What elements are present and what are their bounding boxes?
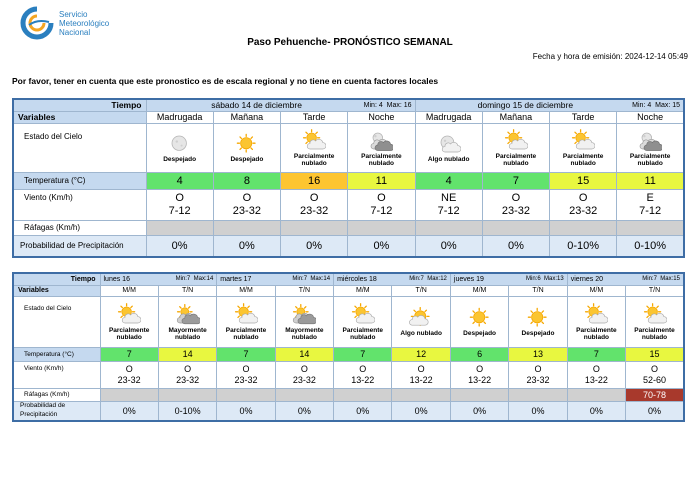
wind-cell [348,189,415,220]
wind-cell [550,189,617,220]
row-label-prob: Probabilidad de Precipitación [13,235,146,257]
tiempo-label: Tiempo [13,273,100,285]
gust-cell [617,220,684,235]
wind-speed: 23-32 [117,374,141,385]
wind-cell [617,189,684,220]
sun-small-cloud-icon [409,306,433,330]
wind-direction: O [534,363,542,374]
sky-cell [482,123,549,172]
logo [20,6,109,40]
sky-description: Parcialmente nublado [629,152,671,167]
sky-description: Despejado [230,156,264,163]
day-min: Min:6 [525,276,541,283]
temperature-cell: 7 [482,172,549,189]
wind-speed: 13-22 [351,374,375,385]
wind-cell [275,361,333,388]
moon-cloud-dark-icon [638,129,662,153]
temperature-cell: 12 [392,347,450,361]
sun-cloud-icon [584,303,608,327]
period-name: M/M [100,285,158,296]
wind-direction: O [417,363,425,374]
sun-cloud-icon [117,303,141,327]
gust-cell [450,388,508,401]
day-max: Max: 15 [655,101,681,109]
sun-cloud-dark-icon [292,303,316,327]
gust-cell [146,220,213,235]
row-label-viento: Viento (Km/h) [13,361,100,388]
row-label-viento: Viento (Km/h) [13,189,146,220]
wind-direction: O [359,363,367,374]
gust-cell [281,220,348,235]
precip-cell: 0% [100,401,158,421]
day-name: lunes 16 [103,275,130,283]
period-name: Madrugada [146,111,213,123]
wind-cell [509,361,567,388]
sky-cell [392,296,450,347]
sun-cloud-dark-icon [176,303,200,327]
sky-cell [334,296,392,347]
sky-cell [550,123,617,172]
period-name: T/N [275,285,333,296]
temperature-cell: 7 [334,347,392,361]
sky-description: Parcialmente nublado [293,152,335,167]
smn-logo-icon [20,6,54,40]
precip-cell: 0% [626,401,684,421]
day-name: jueves 19 [453,275,484,283]
sun-icon [468,306,492,330]
day-header [217,273,334,285]
precip-cell: 0% [482,235,549,257]
temperature-cell: 6 [450,347,508,361]
period-name: Mañana [482,111,549,123]
gust-cell [348,220,415,235]
temperature-cell: 11 [348,172,415,189]
period-name: T/N [509,285,567,296]
temperature-cell: 14 [275,347,333,361]
wind-direction: O [242,191,252,204]
sun-icon [235,132,259,156]
day-min: Min:7 [175,276,191,283]
wind-direction: O [309,191,319,204]
period-name: Noche [348,111,415,123]
temperature-cell: 11 [617,172,684,189]
sky-description: Parcialmente nublado [634,326,675,341]
temperature-cell: 4 [146,172,213,189]
wind-cell [450,361,508,388]
day-min: Min:7 [642,276,657,283]
precip-cell: 0% [348,235,415,257]
forecast-table-weekly [12,272,685,422]
wind-direction: O [377,191,386,204]
wind-direction: O [651,363,659,374]
sky-cell [617,123,684,172]
day-max: Max:14 [310,276,331,283]
org-name-line2: Meteorológico [59,18,110,28]
wind-cell [392,361,450,388]
variables-label: Variables [13,285,100,296]
sky-description: Algo nublado [400,330,442,337]
wind-cell [415,189,482,220]
period-name: T/N [158,285,216,296]
wind-speed: 23-32 [232,204,261,217]
sky-description: Parcialmente nublado [108,326,150,341]
sky-cell [275,296,333,347]
row-label-rafagas: Ráfagas (Km/h) [13,388,100,401]
wind-direction: O [175,191,184,204]
wind-speed: 23-32 [176,374,200,385]
wind-speed: 23-32 [501,204,530,217]
sky-cell [213,123,280,172]
precip-cell: 0-10% [617,235,684,257]
row-label-temp: Temperatura (°C) [13,172,146,189]
temperature-cell: 7 [567,347,625,361]
gust-cell [392,388,450,401]
day-header [450,273,567,285]
temperature-cell: 13 [509,347,567,361]
sky-description: Mayormente nublado [168,326,207,341]
wind-speed: 7-12 [370,204,393,217]
sun-cloud-icon [504,129,528,153]
period-name: T/N [392,285,450,296]
period-name: Mañana [213,111,280,123]
day-name: sábado 14 de diciembre [211,100,302,111]
sun-cloud-icon [571,129,595,153]
wind-cell [146,189,213,220]
sun-cloud-icon [643,303,667,327]
period-name: Tarde [550,111,617,123]
sky-description: Parcialmente nublado [225,326,267,341]
wind-direction: E [646,191,654,204]
sky-cell [415,123,482,172]
temperature-cell: 8 [213,172,280,189]
wind-speed: 7-12 [639,204,662,217]
day-header [146,99,415,111]
sky-cell [146,123,213,172]
sun-cloud-icon [234,303,258,327]
org-name-line3: Nacional [59,27,91,37]
row-label-prob: Probabilidad de Precipitación [13,401,100,421]
precip-cell: 0% [146,235,213,257]
wind-speed: 13-22 [409,374,433,385]
moon-clear-icon [168,132,192,156]
day-max: Max:15 [660,276,680,283]
precip-cell: 0-10% [550,235,617,257]
wind-cell [281,189,348,220]
gust-cell [275,388,333,401]
gust-cell [100,388,158,401]
period-name: T/N [626,285,684,296]
wind-cell [567,361,625,388]
sun-cloud-icon [302,129,326,153]
tiempo-label: Tiempo [13,99,146,111]
wind-cell [158,361,216,388]
wind-cell [334,361,392,388]
sky-cell [100,296,158,347]
precip-cell: 0% [509,401,567,421]
precip-cell: 0% [334,401,392,421]
day-min: Min: 4 [363,101,383,109]
sky-description: Parcialmente nublado [576,326,617,341]
row-label-rafagas: Ráfagas (Km/h) [13,220,146,235]
regional-notice: Por favor, tener en cuenta que este pronostico es de escala regional y no tiene en cuenta factores locales [12,76,439,86]
precip-cell: 0% [281,235,348,257]
day-name: miércoles 18 [337,275,377,283]
day-max: Max:12 [427,276,447,283]
row-label-cielo: Estado del Cielo [13,123,146,172]
wind-cell [217,361,275,388]
moon-cloud-dark-icon [369,129,393,153]
precip-cell: 0% [392,401,450,421]
precip-cell: 0% [217,401,275,421]
precip-cell: 0-10% [158,401,216,421]
day-min: Min: 4 [632,101,652,109]
gust-cell [509,388,567,401]
period-name: Tarde [281,111,348,123]
precip-cell: 0% [450,401,508,421]
gust-cell [550,220,617,235]
logo-text [59,10,109,37]
sun-icon [526,306,550,330]
sky-cell [567,296,625,347]
org-name-line1: Servicio [59,9,88,19]
variables-label: Variables [13,111,146,123]
day-name: domingo 15 de diciembre [477,100,574,111]
sky-cell [348,123,415,172]
wind-speed: 13-22 [584,374,608,385]
wind-speed: 7-12 [437,204,460,217]
sky-cell [626,296,684,347]
gust-cell [158,388,216,401]
wind-speed: 7-12 [168,204,191,217]
temperature-cell: 7 [217,347,275,361]
day-max: Max: 16 [386,101,412,109]
row-label-cielo: Estado del Cielo [13,296,100,347]
gust-cell [415,220,482,235]
wind-direction: O [511,191,521,204]
sky-cell [217,296,275,347]
wind-cell [213,189,280,220]
sky-description: Parcialmente nublado [495,152,537,167]
wind-cell [100,361,158,388]
wind-direction: O [578,191,588,204]
sky-description: Despejado [521,330,555,337]
period-name: M/M [334,285,392,296]
page-title: Paso Pehuenche- PRONÓSTICO SEMANAL [247,37,453,48]
wind-speed: 52-60 [643,374,667,385]
period-name: M/M [450,285,508,296]
gust-cell [217,388,275,401]
wind-direction: O [476,363,484,374]
sky-description: Despejado [463,330,497,337]
gust-cell: 70-78 [626,388,684,401]
day-header [334,273,451,285]
gust-cell [334,388,392,401]
wind-direction: O [300,363,308,374]
wind-speed: 23-32 [292,374,316,385]
day-name: viernes 20 [570,275,603,283]
precip-cell: 0% [213,235,280,257]
sky-description: Parcialmente nublado [361,152,402,167]
sky-description: Despejado [163,156,197,163]
wind-speed: 23-32 [300,204,329,217]
day-max: Max:13 [544,276,564,283]
sky-description: Parcialmente nublado [342,326,384,341]
wind-cell [482,189,549,220]
precip-cell: 0% [415,235,482,257]
sky-description: Mayormente nublado [285,326,324,341]
day-name: martes 17 [220,275,252,283]
day-max: Max:14 [193,276,214,283]
period-name: M/M [217,285,275,296]
period-name: M/M [567,285,625,296]
wind-direction: O [242,363,250,374]
wind-speed: 23-32 [526,374,550,385]
temperature-cell: 15 [626,347,684,361]
day-min: Min:7 [409,276,424,283]
forecast-table-daily-periods [12,98,685,258]
period-name: Noche [617,111,684,123]
temperature-cell: 7 [100,347,158,361]
wind-cell [626,361,684,388]
wind-direction: NE [441,191,457,204]
moon-cloud-icon [437,132,461,156]
temperature-cell: 16 [281,172,348,189]
day-header [415,99,684,111]
day-header [567,273,684,285]
gust-cell [567,388,625,401]
sky-cell [158,296,216,347]
gust-cell [213,220,280,235]
emission-date: Fecha y hora de emisión: 2024-12-14 05:49 [532,52,688,61]
precip-cell: 0% [567,401,625,421]
sun-cloud-icon [351,303,375,327]
wind-direction: O [184,363,192,374]
period-name: Madrugada [415,111,482,123]
sky-description: Algo nublado [427,156,470,163]
sky-cell [450,296,508,347]
temperature-cell: 4 [415,172,482,189]
day-header [100,273,217,285]
sky-cell [281,123,348,172]
wind-speed: 23-32 [234,374,258,385]
wind-speed: 23-32 [569,204,598,217]
wind-direction: O [125,363,133,374]
day-min: Min:7 [292,276,308,283]
sky-description: Parcialmente nublado [562,152,604,167]
wind-direction: O [592,363,600,374]
sky-cell [509,296,567,347]
temperature-cell: 15 [550,172,617,189]
temperature-cell: 14 [158,347,216,361]
precip-cell: 0% [275,401,333,421]
gust-cell [482,220,549,235]
row-label-temp: Temperatura (°C) [13,347,100,361]
wind-speed: 13-22 [468,374,492,385]
